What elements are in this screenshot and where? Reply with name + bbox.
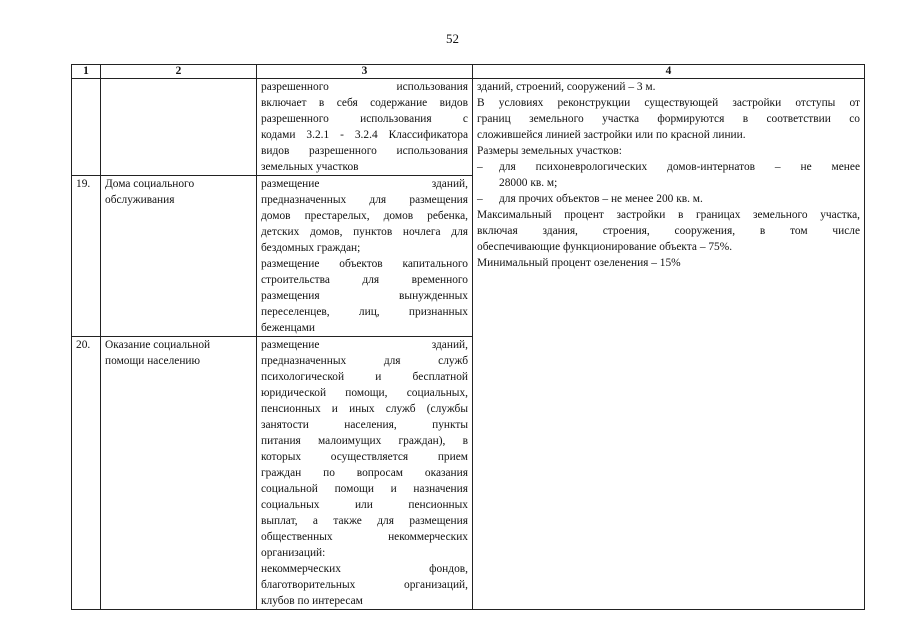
desc-line: психологической и бесплатной [261,371,468,383]
cell-description [257,176,473,337]
desc-line: питания малоимущих граждан), в [261,435,468,447]
desc-line: размещение зданий, [261,178,468,190]
cell-name [101,79,257,176]
param-line: сложившейся линией застройки или по красной линии. [477,129,746,141]
desc-line: организаций: [261,547,326,559]
sizes-title: Размеры земельных участков: [477,145,622,157]
regulations-table [71,64,865,610]
desc-line: переселенцев, лиц, признанных [261,306,468,318]
param-line: В условиях реконструкции существующей застройки отступы от [477,97,860,109]
cell-description [257,337,473,610]
desc-line: домов престарелых, домов ребенка, [261,210,468,222]
list-item-text: для прочих объектов – не менее 200 кв. м. [499,193,703,205]
desc-line: земельных участков [261,161,359,173]
cell-num: 20. [72,337,101,610]
dash-marker: – [477,161,483,173]
desc-line: социальных или пенсионных [261,499,468,511]
header-row [72,65,865,79]
dash-marker: – [477,193,483,205]
param-line: границ земельного участка формируются в соответствии со [477,113,860,125]
page-number: 52 [446,31,459,46]
cell-num: 19. [72,176,101,337]
param-line: включая здания, строения, сооружения, в том числе [477,225,860,237]
desc-line: некоммерческих фондов, [261,563,468,575]
param-line: зданий, строений, сооружений – 3 м. [477,81,656,93]
list-item [477,159,860,175]
desc-line: строительства для временного [261,274,468,286]
cell-name: Оказание социальной помощи населению [101,337,257,610]
desc-line: размещение объектов капитального [261,258,468,270]
header-col-3: 3 [257,65,473,79]
cell-parameters [473,79,865,610]
desc-line: размещения вынужденных [261,290,468,302]
desc-line: занятости населения, пункты [261,419,468,431]
cell-description [257,79,473,176]
param-line: Максимальный процент застройки в границах земельного участка, [477,209,860,221]
desc-line: бездомных граждан; [261,242,361,254]
desc-line: пенсионных и иных служб (службы [261,403,468,415]
param-line: обеспечивающие функционирование объекта – 75%. [477,241,733,253]
cell-name: Дома социального обслуживания [101,176,257,337]
header-col-2: 2 [101,65,257,79]
desc-line: видов разрешенного использования [261,145,468,157]
header-col-4: 4 [473,65,865,79]
desc-line: клубов по интересам [261,595,363,607]
desc-line: которых осуществляется прием [261,451,468,463]
desc-line: разрешенного использования [261,81,468,93]
desc-line: социальной помощи и назначения [261,483,468,495]
desc-line: включает в себя содержание видов [261,97,468,109]
param-line: Минимальный процент озеленения – 15% [477,257,681,269]
desc-line: общественных некоммерческих [261,531,468,543]
desc-line: разрешенного использования с [261,113,468,125]
desc-line: беженцами [261,322,316,334]
desc-line: детских домов, пунктов ночлега для [261,226,468,238]
desc-line: благотворительных организаций, [261,579,468,591]
header-col-1: 1 [72,65,101,79]
desc-line: юридической помощи, социальных, [261,387,468,399]
cell-num [72,79,101,176]
list-item-continuation: 28000 кв. м; [499,177,558,189]
desc-line: предназначенных для размещения [261,194,468,206]
table-row-continuation [72,79,865,176]
desc-line: размещение зданий, [261,339,468,351]
list-item [477,191,860,207]
desc-line: кодами 3.2.1 - 3.2.4 Классификатора [261,129,468,141]
list-item-text: для психоневрологических домов-интернатов – не менее [499,161,860,173]
desc-line: граждан по вопросам оказания [261,467,468,479]
desc-line: выплат, а также для размещения [261,515,468,527]
desc-line: предназначенных для служб [261,355,468,367]
